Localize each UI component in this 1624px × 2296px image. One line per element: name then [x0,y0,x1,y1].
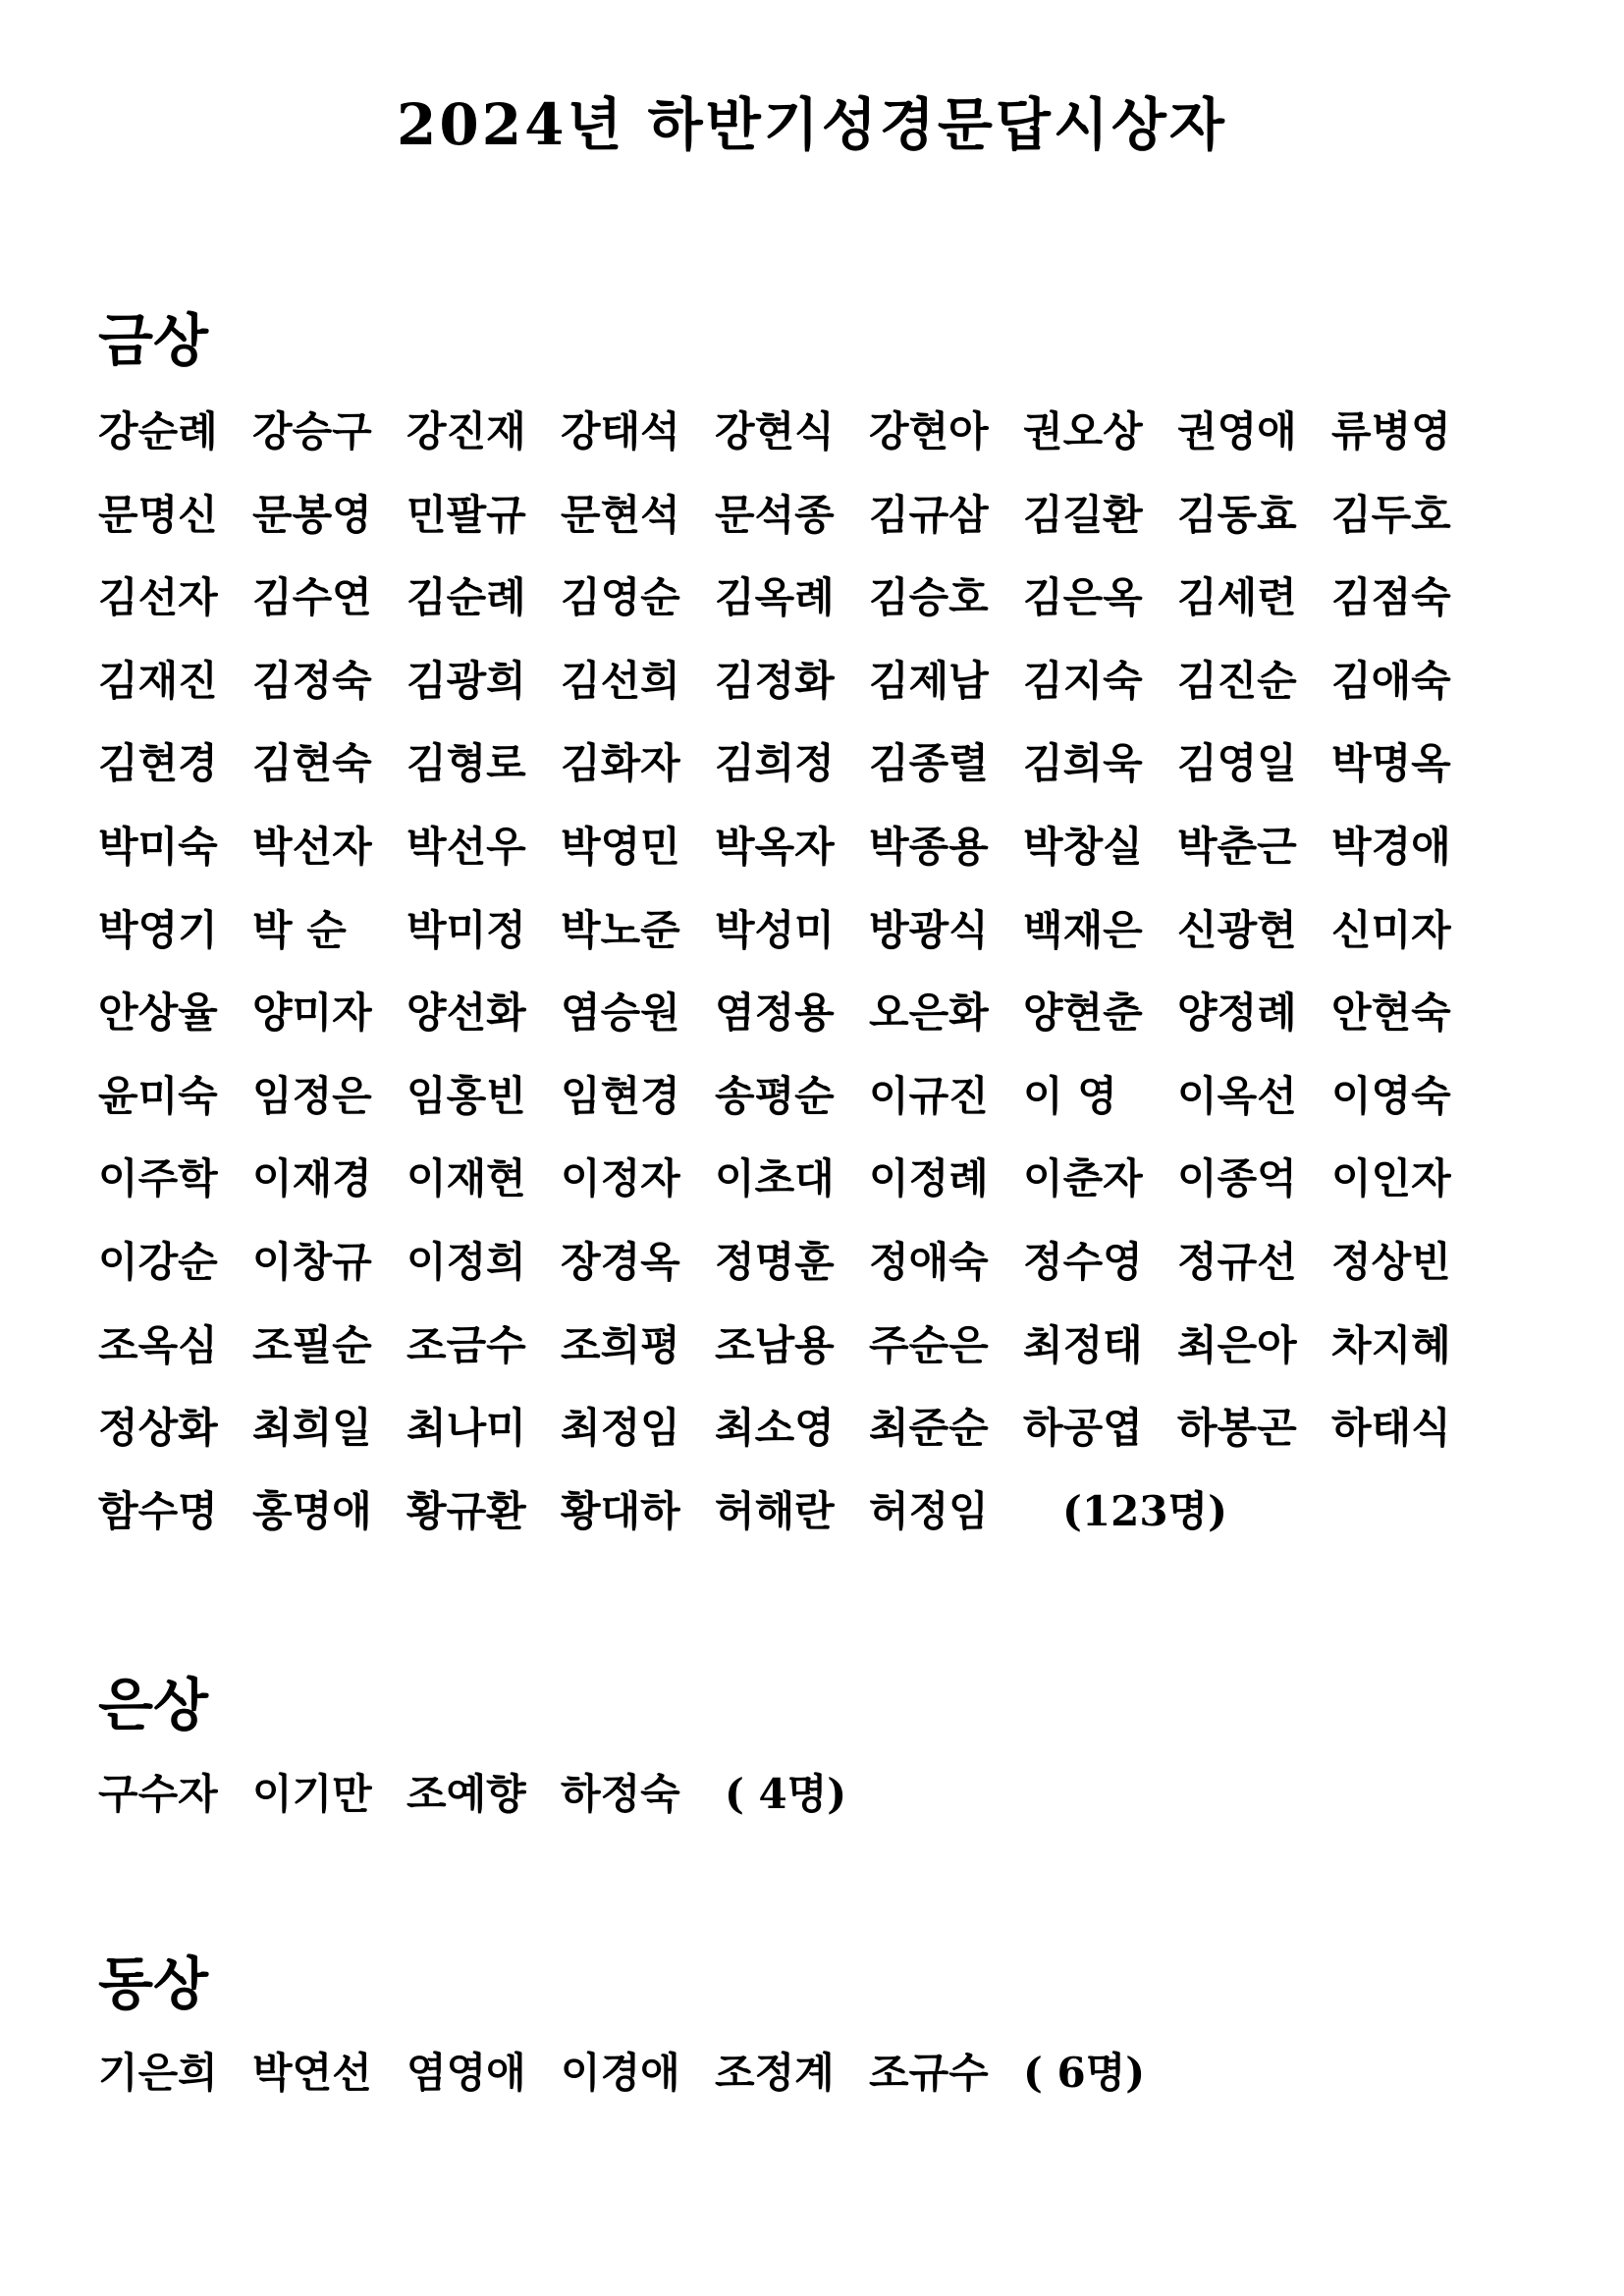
recipient-name: 김승호 [869,573,989,622]
recipient-name: 조금수 [406,1320,526,1369]
recipient-name: 박노준 [561,905,680,954]
section-heading: 은상 [98,1672,209,1738]
recipient-name: 염영애 [406,2049,526,2097]
recipient-name: 안현숙 [1331,988,1451,1038]
recipient-name: 김옥례 [715,573,835,622]
recipient-name: 이정례 [869,1154,989,1203]
name-row [98,1770,1532,1819]
name-row [98,2049,1532,2098]
recipient-name: 조규수 [869,2049,989,2097]
recipient-name: 허정임 [869,1486,989,1535]
recipient-name: 문봉영 [252,490,372,539]
recipient-name: 이춘자 [1023,1154,1143,1203]
recipient-name: 김현숙 [252,739,372,788]
recipient-name: 박성미 [715,905,835,954]
recipient-name: 강진재 [406,407,526,455]
recipient-name: 조희평 [561,1320,680,1369]
recipient-name: 김선자 [98,573,218,622]
recipient-name: 양미자 [252,988,372,1038]
recipient-name: 김순례 [406,573,526,622]
recipient-name: 강승구 [252,407,372,455]
recipient-name: 염승원 [561,988,680,1038]
recipient-name: 임홍빈 [406,1071,526,1120]
recipient-name: 윤미숙 [98,1071,218,1120]
recipient-name: 정수영 [1023,1238,1143,1286]
recipient-name: 최은아 [1177,1320,1297,1369]
recipient-name: 정상빈 [1331,1238,1451,1286]
recipient-name: 강태석 [561,407,680,455]
recipient-name: 송평순 [715,1071,835,1120]
name-row [98,407,1532,456]
recipient-name: 최소영 [715,1404,835,1453]
recipient-name: 김길환 [1023,490,1143,539]
section-heading: 동상 [98,1950,209,2017]
recipient-name: 최정태 [1023,1320,1143,1369]
recipient-name: 이강순 [98,1238,218,1286]
recipient-name: 박 순 [252,905,347,954]
name-row [98,739,1532,788]
recipient-name: 조필순 [252,1320,372,1369]
recipient-name: 박창실 [1023,823,1143,871]
recipient-name: 김두호 [1331,490,1451,539]
name-row [98,1238,1532,1287]
recipient-name: 김정화 [715,656,835,705]
recipient-name: 이정희 [406,1238,526,1286]
recipient-name: 박미숙 [98,823,218,871]
recipient-name: 김영일 [1177,739,1297,788]
recipient-name: 김은옥 [1023,573,1143,622]
recipient-name: 조정계 [715,2049,835,2097]
recipient-name: 구수자 [98,1770,218,1818]
recipient-name: 홍명애 [252,1486,372,1535]
recipient-name: 박영기 [98,905,218,954]
name-row [98,491,1532,540]
recipient-name: 조옥심 [98,1320,218,1369]
recipient-name: 임정은 [252,1071,372,1120]
recipient-name: 김규삼 [869,490,989,539]
recipient-name: 이종억 [1177,1154,1297,1203]
recipient-name: 차지혜 [1331,1320,1451,1369]
recipient-name: 김진순 [1177,656,1297,705]
recipient-name: 김제남 [869,656,989,705]
recipient-name: 이영숙 [1331,1071,1451,1120]
recipient-name: 김수연 [252,573,372,622]
page-title: 2024년 하반기성경문답시상자 [397,91,1227,158]
recipient-name: 황규환 [406,1486,526,1535]
recipient-name: 박경애 [1331,823,1451,871]
recipient-name: 김세련 [1177,573,1297,622]
recipient-name: 백재은 [1023,905,1143,954]
recipient-name: 문명신 [98,490,218,539]
recipient-name: 이기만 [252,1770,372,1818]
recipient-name: 김동효 [1177,490,1297,539]
recipient-name: 김애숙 [1331,656,1451,705]
recipient-name: 김선희 [561,656,680,705]
recipient-name: 신광현 [1177,905,1297,954]
recipient-name: 조남용 [715,1320,835,1369]
recipient-name: 이옥선 [1177,1071,1297,1120]
recipient-name: 박옥자 [715,823,835,871]
recipient-name: 김형로 [406,739,526,788]
recipient-name: 박선우 [406,823,526,871]
recipient-name: 김영순 [561,573,680,622]
name-row [98,1487,1532,1536]
name-row [98,1321,1532,1370]
name-row [98,988,1532,1038]
recipient-name: 이경애 [561,2049,680,2097]
recipient-name: 류병영 [1331,407,1451,455]
recipient-name: 정애숙 [869,1238,989,1286]
name-row [98,1154,1532,1203]
recipient-name: 박선자 [252,823,372,871]
recipient-name: 허해란 [715,1486,835,1535]
recipient-name: 김광희 [406,656,526,705]
recipient-name: 최준순 [869,1404,989,1453]
recipient-name: 이재경 [252,1154,372,1203]
recipient-name: 이재현 [406,1154,526,1203]
recipient-name: 양현춘 [1023,988,1143,1038]
name-row [98,906,1532,955]
recipient-name: 문석종 [715,490,835,539]
recipient-name: 조예향 [406,1770,526,1818]
recipient-name: 김재진 [98,656,218,705]
recipient-name: 이주학 [98,1154,218,1203]
recipient-name: 방광식 [869,905,989,954]
recipient-name: 이규진 [869,1071,989,1120]
recipient-name: 민팔규 [406,490,526,539]
recipient-name: 오은화 [869,988,989,1038]
recipient-name: 김현경 [98,739,218,788]
recipient-name: 양정례 [1177,988,1297,1038]
recipient-name: 박영민 [561,823,680,871]
recipient-name: 김종렬 [869,739,989,788]
recipient-name: 정규선 [1177,1238,1297,1286]
name-row [98,823,1532,872]
name-row [98,1404,1532,1453]
recipient-name: 김희욱 [1023,739,1143,788]
recipient-name: 기은희 [98,2049,218,2097]
recipient-name: 정명훈 [715,1238,835,1286]
recipient-name: 최나미 [406,1404,526,1453]
section-heading: 금상 [98,307,209,374]
recipient-name: 박춘근 [1177,823,1297,871]
recipient-name: 신미자 [1331,905,1451,954]
recipient-name: 임현경 [561,1071,680,1120]
recipient-name: 이인자 [1331,1154,1451,1203]
recipient-name: 강순례 [98,407,218,455]
recipient-name: 이창규 [252,1238,372,1286]
recipient-name: 이 영 [1023,1071,1117,1120]
recipient-name: 안상율 [98,988,218,1038]
recipient-name: 박명옥 [1331,739,1451,788]
recipient-count: ( 4명) [725,1770,847,1818]
recipient-name: 박연선 [252,2049,372,2097]
recipient-name: 주순은 [869,1320,989,1369]
recipient-name: 최정임 [561,1404,680,1453]
recipient-name: 하태식 [1331,1404,1451,1453]
recipient-name: 문현석 [561,490,680,539]
recipient-count: ( 6명) [1023,2049,1146,2097]
recipient-name: 김희정 [715,739,835,788]
recipient-name: 권오상 [1023,407,1143,455]
recipient-name: 강현아 [869,407,989,455]
recipient-name: 박종용 [869,823,989,871]
recipient-name: 이초대 [715,1154,835,1203]
recipient-count: (123명) [1062,1486,1227,1535]
recipient-name: 하공엽 [1023,1404,1143,1453]
recipient-name: 장경옥 [561,1238,680,1286]
name-row [98,573,1532,622]
name-row [98,1072,1532,1121]
recipient-name: 정상화 [98,1404,218,1453]
recipient-name: 김정숙 [252,656,372,705]
recipient-name: 함수명 [98,1486,218,1535]
name-row [98,657,1532,706]
recipient-name: 권영애 [1177,407,1297,455]
recipient-name: 강현식 [715,407,835,455]
recipient-name: 최희일 [252,1404,372,1453]
recipient-name: 하정숙 [561,1770,680,1818]
recipient-name: 황대하 [561,1486,680,1535]
recipient-name: 김점숙 [1331,573,1451,622]
recipient-name: 하봉곤 [1177,1404,1297,1453]
recipient-name: 양선화 [406,988,526,1038]
recipient-name: 염정용 [715,988,835,1038]
recipient-name: 김화자 [561,739,680,788]
recipient-name: 김지숙 [1023,656,1143,705]
recipient-name: 박미정 [406,905,526,954]
recipient-name: 이정자 [561,1154,680,1203]
